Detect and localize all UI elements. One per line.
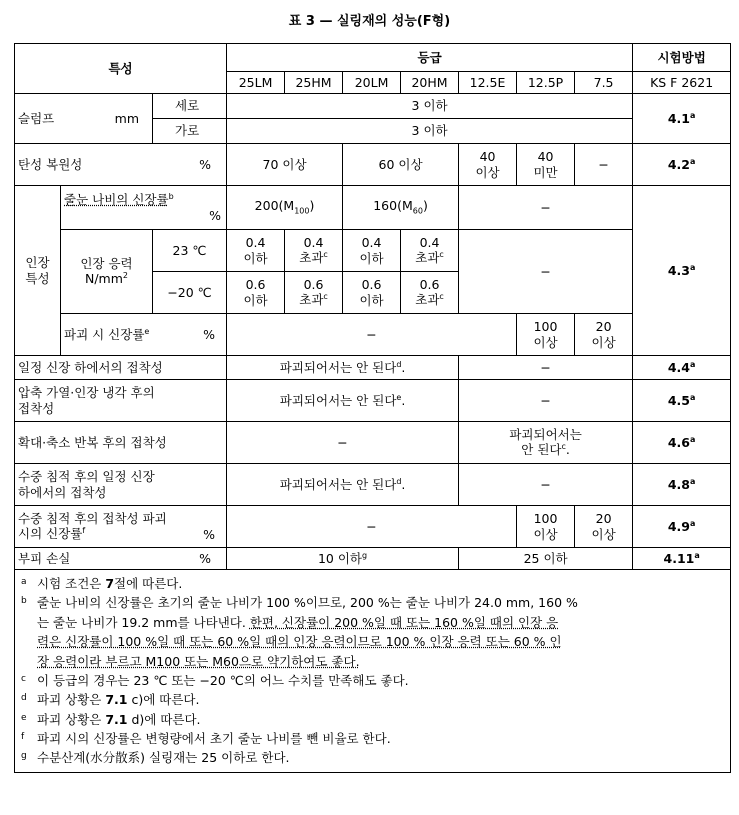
note-g: g 수분산계(水分散系) 실링재는 25 이하로 한다. [21, 750, 290, 766]
adh-cycle-label: 확대·축소 반복 후의 접착성 [15, 422, 227, 464]
water-break-dash: − [227, 506, 517, 548]
break-elongation-dash: − [227, 314, 517, 356]
water-break-12-5P: 100 이상 [517, 506, 575, 548]
volume-value-a: 10 이하$^g$ [227, 548, 459, 570]
elongation-m60: $160(M_{60})$ [343, 186, 459, 230]
adh-water-dash: − [459, 464, 633, 506]
grade-12-5P: 12.5P [517, 72, 575, 94]
grade-20HM: 20HM [401, 72, 459, 94]
note-e: e 파괴 상황은 7.1 d)에 따른다. [21, 711, 201, 727]
tensile-method: 4.3$^a$ [633, 186, 731, 356]
water-break-method: 4.9$^a$ [633, 506, 731, 548]
elastic-value-e: − [575, 144, 633, 186]
header-grade: 등급 [227, 44, 633, 72]
elastic-label: 탄성 복원성 % [15, 144, 227, 186]
stress-23-25HM: 0.4 초과$^c$ [285, 230, 343, 272]
note-c: c 이 등급의 경우는 23 ℃ 또는 −20 ℃의 어느 수치를 만족해도 좋다. [21, 672, 409, 688]
water-break-label: 수중 침적 후의 접착성 파괴 시의 신장률$^f$ % [15, 506, 227, 548]
slump-horizontal: 가로 [153, 119, 227, 144]
grade-20LM: 20LM [343, 72, 401, 94]
stress-m20-25LM: 0.6 이하 [227, 272, 285, 314]
volume-label: 부피 손실 % [15, 548, 227, 570]
slump-label: 슬럼프 mm [15, 94, 153, 144]
elongation-label: 줄눈 나비의 신장률$^b$ % [61, 186, 227, 230]
adh-comp-method: 4.5$^a$ [633, 380, 731, 422]
tensile-group-label: 인장 특성 [15, 186, 61, 356]
stress-m20-25HM: 0.6 초과$^c$ [285, 272, 343, 314]
adh-fixed-value: 파괴되어서는 안 된다$^d$. [227, 356, 459, 380]
grade-25HM: 25HM [285, 72, 343, 94]
slump-vertical: 세로 [153, 94, 227, 119]
elastic-value-d: 40 미만 [517, 144, 575, 186]
stress-dash: − [459, 230, 633, 314]
adh-cycle-method: 4.6$^a$ [633, 422, 731, 464]
elongation-dash: − [459, 186, 633, 230]
grade-7-5: 7.5 [575, 72, 633, 94]
stress-23-25LM: 0.4 이하 [227, 230, 285, 272]
stress-temp-minus20: −20 ℃ [153, 272, 227, 314]
adh-water-value: 파괴되어서는 안 된다$^d$. [227, 464, 459, 506]
elastic-method: 4.2$^a$ [633, 144, 731, 186]
table-notes [15, 570, 731, 773]
adh-fixed-label: 일정 신장 하에서의 접착성 [15, 356, 227, 380]
break-elongation-label: 파괴 시 신장률$^e$ % [61, 314, 227, 356]
water-break-7-5: 20 이상 [575, 506, 633, 548]
stress-23-20HM: 0.4 초과$^c$ [401, 230, 459, 272]
performance-table [14, 43, 731, 773]
header-feature: 특성 [15, 44, 227, 94]
slump-horizontal-value: 3 이하 [227, 119, 633, 144]
stress-label: 인장 응력 $N/mm^2$ [61, 230, 153, 314]
stress-m20-20LM: 0.6 이하 [343, 272, 401, 314]
elastic-value-a: 70 이상 [227, 144, 343, 186]
volume-value-b: 25 이하 [459, 548, 633, 570]
header-method-std: KS F 2621 [633, 72, 731, 94]
note-f: f 파괴 시의 신장률은 변형량에서 초기 줄눈 나비를 뺀 비율로 한다. [21, 731, 391, 746]
note-a: a 시험 조건은 7절에 따른다. [21, 576, 183, 591]
stress-m20-20HM: 0.6 초과$^c$ [401, 272, 459, 314]
break-elongation-7-5: 20 이상 [575, 314, 633, 356]
table-title: 표 3 — 실링재의 성능(F형) [288, 14, 451, 29]
elongation-m100: $200(M_{100})$ [227, 186, 343, 230]
slump-vertical-value: 3 이하 [227, 94, 633, 119]
adh-water-method: 4.8$^a$ [633, 464, 731, 506]
slump-method: 4.1$^a$ [633, 94, 731, 144]
stress-temp-23: 23 ℃ [153, 230, 227, 272]
elastic-value-c: 40 이상 [459, 144, 517, 186]
stress-23-20LM: 0.4 이하 [343, 230, 401, 272]
note-b: b 줄눈 나비의 신장률은 초기의 줄눈 나비가 100 %이므로, 200 %는 줄눈 나비가 24.0 mm, 160 % 는 줄눈 나비가 19.2 mm를 나타낸다. 한편, 신장률이 200 %일 때 또는 160 %일 때의 인장 응 력은 신장률이 100 %일 때 또는 60 %일 때의 인장 응력이므로 100 % 인장 응력 또는 60 % 인 장 응력이라 부르고 M100 또는 M60으로 약기하여도 좋다. [21, 595, 578, 669]
grade-12-5E: 12.5E [459, 72, 517, 94]
note-d: d 파괴 상황은 7.1 c)에 따른다. [21, 692, 200, 708]
adh-comp-label: 압축 가열·인장 냉각 후의 접착성 [15, 380, 227, 422]
adh-comp-dash: − [459, 380, 633, 422]
elastic-value-b: 60 이상 [343, 144, 459, 186]
adh-fixed-method: 4.4$^a$ [633, 356, 731, 380]
volume-method: 4.11$^a$ [633, 548, 731, 570]
adh-water-label: 수중 침적 후의 일정 신장 하에서의 접착성 [15, 464, 227, 506]
adh-fixed-dash: − [459, 356, 633, 380]
grade-25LM: 25LM [227, 72, 285, 94]
adh-comp-value: 파괴되어서는 안 된다$^e$. [227, 380, 459, 422]
header-method: 시험방법 [633, 44, 731, 72]
adh-cycle-value: 파괴되어서는 안 된다$^c$. [459, 422, 633, 464]
break-elongation-12-5P: 100 이상 [517, 314, 575, 356]
adh-cycle-dash: − [227, 422, 459, 464]
